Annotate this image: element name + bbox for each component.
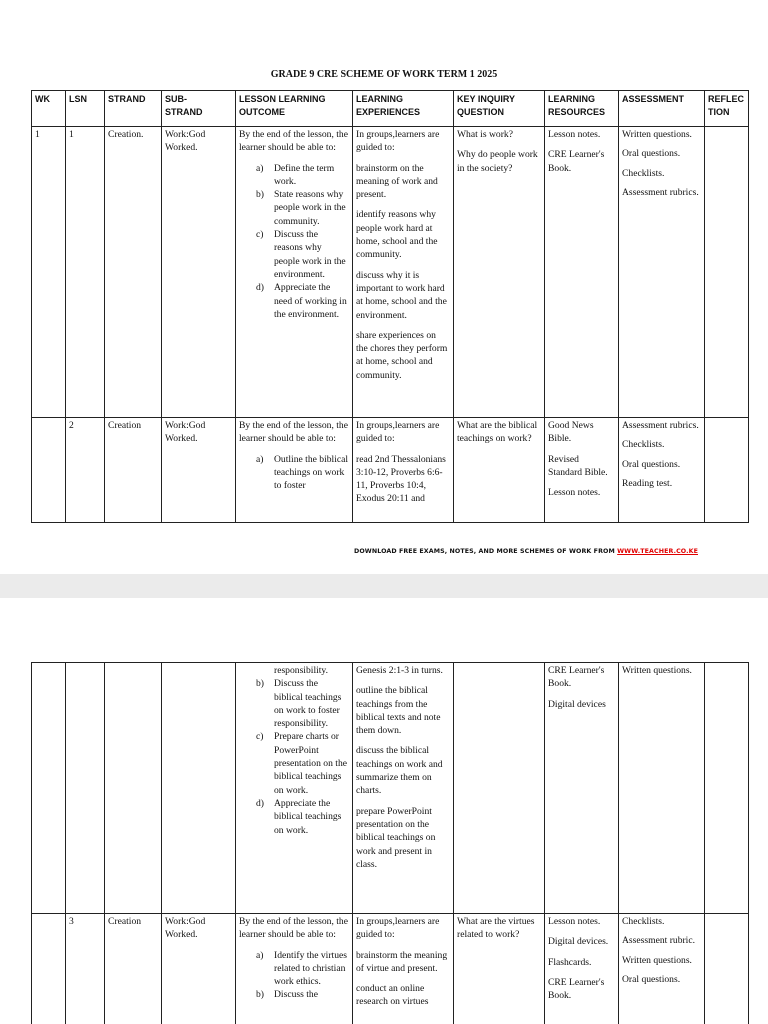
outcome-item bbox=[239, 228, 349, 281]
lesson-number: 1 bbox=[69, 129, 74, 140]
outcome-item bbox=[239, 797, 349, 837]
assessment-item: Reading test. bbox=[622, 477, 673, 489]
column-header: REFLEC TION bbox=[705, 91, 749, 127]
outcome-marker: b) bbox=[256, 189, 264, 201]
outcome-marker: c) bbox=[256, 731, 264, 743]
experience-item: share experiences on the chores they perform at home, school and community. bbox=[356, 329, 448, 381]
inquiry-question: What are the virtues related to work? bbox=[457, 916, 535, 941]
outcome-intro: By the end of the lesson, the learner should be able to: bbox=[239, 129, 348, 154]
assessment-item: Checklists. bbox=[622, 167, 665, 179]
strand-cell bbox=[105, 663, 162, 914]
column-header: LESSON LEARNING OUTCOME bbox=[236, 91, 353, 127]
experience-item: Genesis 2:1-3 in turns. bbox=[356, 665, 443, 676]
experience-item: prepare PowerPoint presentation on the biblical teachings on work and present in class. bbox=[356, 805, 436, 870]
sub-strand-text: Work:God Worked. bbox=[165, 916, 206, 941]
outcome-cell bbox=[236, 127, 353, 418]
outcome-marker: b) bbox=[256, 989, 264, 1001]
outcome-marker: d) bbox=[256, 282, 264, 294]
table-row bbox=[32, 663, 749, 914]
lesson-number: 3 bbox=[69, 916, 74, 927]
assessment-item: Checklists. bbox=[622, 439, 665, 451]
assessment-cell bbox=[619, 914, 705, 1024]
experience-item: discuss the biblical teachings on work and summarize them on charts. bbox=[356, 745, 443, 797]
assessment-cell bbox=[619, 663, 705, 914]
outcome-list bbox=[239, 162, 349, 322]
outcome-marker: a) bbox=[256, 949, 264, 961]
sub-strand-cell bbox=[162, 127, 236, 418]
resources-cell bbox=[545, 914, 619, 1024]
reflection-cell bbox=[705, 914, 749, 1024]
outcome-marker: a) bbox=[256, 453, 264, 465]
resource-item: Revised Standard Bible. bbox=[548, 453, 608, 478]
resource-item: Lesson notes. bbox=[548, 916, 601, 927]
strand-text: Creation bbox=[108, 420, 142, 431]
strand-cell bbox=[105, 418, 162, 523]
resources-cell bbox=[545, 663, 619, 914]
assessment-item: Written questions. bbox=[622, 129, 692, 140]
experience-item: identify reasons why people work hard at home, school and the community. bbox=[356, 209, 438, 261]
outcome-text: State reasons why people work in the community. bbox=[274, 189, 346, 227]
week-number: 1 bbox=[35, 129, 40, 140]
reflection-cell bbox=[705, 663, 749, 914]
reflection-cell bbox=[705, 127, 749, 418]
assessment-item: Written questions. bbox=[622, 954, 692, 966]
assessment-item: Written questions. bbox=[622, 665, 692, 676]
week-cell bbox=[32, 914, 66, 1024]
outcome-marker: b) bbox=[256, 678, 264, 690]
reflection-cell bbox=[705, 418, 749, 523]
outcome-text: Define the term work. bbox=[274, 162, 335, 187]
resource-item: Digital devices bbox=[548, 698, 606, 710]
resource-item: CRE Learner's Book. bbox=[548, 976, 605, 1002]
column-header: KEY INQUIRY QUESTION bbox=[454, 91, 545, 127]
experiences-cell bbox=[353, 127, 454, 418]
outcome-item bbox=[239, 453, 349, 493]
sub-strand-text: Work:God Worked. bbox=[165, 129, 206, 154]
experience-item: In groups,learners are guided to: bbox=[356, 420, 440, 445]
column-header: STRAND bbox=[105, 91, 162, 127]
outcome-text: Prepare charts or PowerPoint presentation on the biblical teachings on work. bbox=[274, 731, 347, 796]
outcome-text: Appreciate the need of working in the environment. bbox=[274, 282, 347, 320]
experience-item: outline the biblical teachings from the biblical texts and note them down. bbox=[356, 685, 441, 737]
assessment-cell bbox=[619, 127, 705, 418]
outcome-list bbox=[239, 949, 349, 1002]
experience-item: In groups,learners are guided to: bbox=[356, 916, 440, 941]
sub-strand-cell bbox=[162, 418, 236, 523]
experience-item: brainstorm on the meaning of work and present. bbox=[356, 162, 438, 201]
inquiry-question: What are the biblical teachings on work? bbox=[457, 420, 538, 445]
outcome-marker: c) bbox=[256, 229, 264, 241]
resource-item: CRE Learner's Book. bbox=[548, 665, 605, 690]
resources-cell bbox=[545, 418, 619, 523]
column-header: LEARNING EXPERIENCES bbox=[353, 91, 454, 127]
resource-item: Flashcards. bbox=[548, 956, 592, 968]
resource-item: Lesson notes. bbox=[548, 129, 601, 140]
lesson-cell bbox=[66, 127, 105, 418]
outcome-text: Appreciate the biblical teachings on work. bbox=[274, 797, 342, 836]
assessment-item: Oral questions. bbox=[622, 458, 681, 470]
outcome-text: Discuss the biblical teachings on work to foster responsibility. bbox=[274, 678, 342, 730]
sub-strand-cell bbox=[162, 914, 236, 1024]
outcome-text: responsibility. bbox=[274, 665, 329, 676]
resource-item: Digital devices. bbox=[548, 936, 609, 948]
inquiry-question-cell bbox=[454, 914, 545, 1024]
assessment-cell bbox=[619, 418, 705, 523]
experience-item: discuss why it is important to work hard at home, school and the environment. bbox=[356, 269, 447, 321]
outcome-item bbox=[239, 281, 349, 321]
inquiry-question-cell bbox=[454, 663, 545, 914]
outcome-intro: By the end of the lesson, the learner should be able to: bbox=[239, 420, 348, 445]
footer-link[interactable]: WWW.TEACHER.CO.KE bbox=[617, 548, 698, 555]
outcome-intro: By the end of the lesson, the learner should be able to: bbox=[239, 916, 348, 941]
document-page-2 bbox=[0, 598, 768, 1024]
assessment-item: Checklists. bbox=[622, 916, 665, 927]
experiences-cell bbox=[353, 663, 454, 914]
inquiry-question-cell bbox=[454, 127, 545, 418]
lesson-cell bbox=[66, 418, 105, 523]
sub-strand-cell bbox=[162, 663, 236, 914]
column-header: ASSESSMENT bbox=[619, 91, 705, 127]
sub-strand-text: Work:God Worked. bbox=[165, 420, 206, 445]
column-header: LSN bbox=[66, 91, 105, 127]
outcome-item bbox=[239, 677, 349, 730]
document-title: GRADE 9 CRE SCHEME OF WORK TERM 1 2025 bbox=[270, 69, 498, 80]
assessment-item: Assessment rubrics. bbox=[622, 186, 699, 198]
experience-item: brainstorm the meaning of virtue and present. bbox=[356, 949, 448, 974]
strand-text: Creation. bbox=[108, 129, 144, 140]
outcome-text: Outline the biblical teachings on work to foster bbox=[274, 453, 349, 492]
column-header: WK bbox=[32, 91, 66, 127]
outcome-text: Discuss the bbox=[274, 989, 318, 1001]
scheme-table-page-2 bbox=[31, 662, 749, 1024]
footer-notice bbox=[354, 548, 698, 555]
strand-text: Creation bbox=[108, 916, 142, 927]
inquiry-question: What is work? bbox=[457, 129, 513, 140]
outcome-marker: d) bbox=[256, 797, 264, 809]
experience-item: conduct an online research on virtues bbox=[356, 983, 429, 1008]
experiences-cell bbox=[353, 418, 454, 523]
header-row bbox=[32, 91, 749, 127]
resource-item: Lesson notes. bbox=[548, 487, 601, 499]
inquiry-question-cell bbox=[454, 418, 545, 523]
column-header: SUB- STRAND bbox=[162, 91, 236, 127]
footer-text: DOWNLOAD FREE EXAMS, NOTES, AND MORE SCHEMES OF WORK FROM bbox=[354, 548, 618, 555]
lesson-number: 2 bbox=[69, 420, 74, 431]
lesson-cell bbox=[66, 663, 105, 914]
outcome-item bbox=[239, 664, 349, 677]
assessment-item: Assessment rubrics. bbox=[622, 420, 699, 431]
strand-cell bbox=[105, 127, 162, 418]
resources-cell bbox=[545, 127, 619, 418]
experience-item: read 2nd Thessalonians 3:10-12, Proverbs 6:6-11, Proverbs 10:4, Exodus 20:11 and bbox=[356, 453, 446, 505]
outcome-cell bbox=[236, 663, 353, 914]
outcome-item bbox=[239, 730, 349, 796]
assessment-item: Oral questions. bbox=[622, 973, 681, 985]
table-row bbox=[32, 914, 749, 1024]
strand-cell bbox=[105, 914, 162, 1024]
outcome-cell bbox=[236, 418, 353, 523]
week-cell bbox=[32, 127, 66, 418]
outcome-list bbox=[239, 664, 349, 837]
table-row bbox=[32, 127, 749, 418]
resource-item: CRE Learner's Book. bbox=[548, 149, 605, 174]
outcome-text: Identify the virtues related to christian work ethics. bbox=[274, 949, 347, 988]
week-cell bbox=[32, 418, 66, 523]
week-cell bbox=[32, 663, 66, 914]
experiences-cell bbox=[353, 914, 454, 1024]
lesson-cell bbox=[66, 914, 105, 1024]
table-row bbox=[32, 418, 749, 523]
scheme-table-page-1 bbox=[31, 90, 749, 523]
outcome-list bbox=[239, 453, 349, 493]
outcome-cell bbox=[236, 914, 353, 1024]
assessment-item: Assessment rubric. bbox=[622, 935, 696, 947]
outcome-item bbox=[239, 188, 349, 228]
outcome-text: Discuss the reasons why people work in the environment. bbox=[274, 229, 346, 280]
column-header: LEARNING RESOURCES bbox=[545, 91, 619, 127]
outcome-item bbox=[239, 949, 349, 989]
inquiry-question: Why do people work in the society? bbox=[457, 149, 538, 174]
resource-item: Good News Bible. bbox=[548, 420, 594, 445]
experience-item: In groups,learners are guided to: bbox=[356, 129, 440, 154]
outcome-marker: a) bbox=[256, 162, 264, 174]
assessment-item: Oral questions. bbox=[622, 148, 681, 160]
outcome-item bbox=[239, 162, 349, 189]
outcome-item bbox=[239, 988, 349, 1001]
